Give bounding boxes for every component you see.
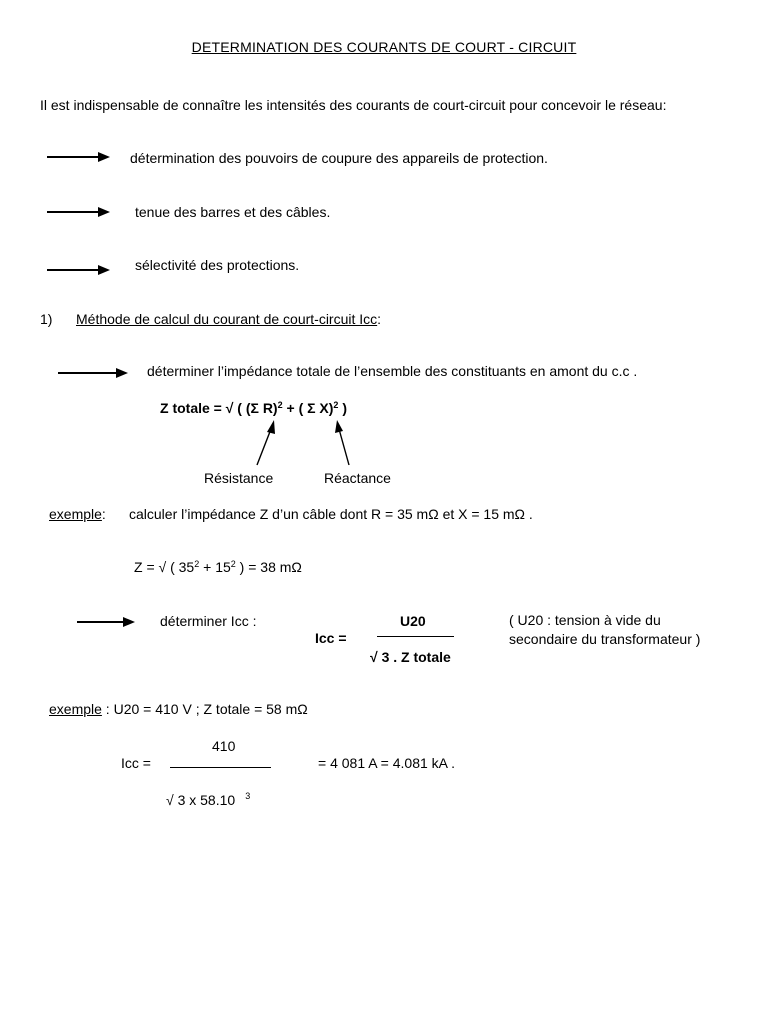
arrow-right-icon	[77, 617, 135, 627]
example-label-colon: :	[101, 506, 106, 522]
calc-lhs: Icc =	[121, 755, 151, 771]
formula-numerator: U20	[400, 613, 426, 629]
calc-part: + 15	[199, 559, 231, 575]
step-text: déterminer l’impédance totale de l’ensemble des constituants en amont du c.c .	[147, 363, 638, 379]
bullet-item: tenue des barres et des câbles.	[135, 204, 331, 220]
formula-part: Z totale = √ ( (Σ R)	[160, 400, 278, 416]
bullet-item: sélectivité des protections.	[135, 257, 300, 273]
example-line	[49, 702, 308, 716]
example-text: calculer l’impédance Z d’un câble dont R = 35 mΩ et X = 15 mΩ .	[129, 506, 533, 522]
bullet-item: détermination des pouvoirs de coupure des appareils de protection.	[130, 150, 548, 166]
formula-part: )	[338, 400, 347, 416]
pointer-arrow-resistance	[257, 420, 275, 465]
calc-superscript: 2	[230, 559, 236, 569]
impedance-calculation	[134, 560, 302, 574]
calc-exponent: 3	[245, 791, 251, 801]
pointer-arrow-reactance	[335, 420, 349, 465]
reactance-label: Réactance	[324, 470, 391, 486]
formula-superscript: 2	[277, 400, 283, 410]
example-label-text: exemple	[49, 506, 102, 522]
calc-superscript: 2	[194, 559, 200, 569]
section-heading-colon: :	[377, 311, 382, 327]
fraction-line	[377, 636, 454, 637]
section-number: 1)	[40, 311, 53, 327]
step-text: déterminer Icc :	[160, 613, 257, 629]
calc-numerator: 410	[212, 738, 236, 754]
fraction-line	[170, 767, 271, 768]
section-heading-text: Méthode de calcul du courant de court-circuit Icc	[76, 311, 378, 327]
calc-part: ) = 38 mΩ	[235, 559, 302, 575]
example-label-text: exemple	[49, 701, 102, 717]
calc-denominator-text: √ 3 x 58.10	[166, 792, 236, 808]
formula-denominator: √ 3 . Z totale	[370, 649, 451, 665]
formula-note: secondaire du transformateur )	[509, 631, 701, 647]
resistance-label: Résistance	[204, 470, 274, 486]
example-values: : U20 = 410 V ; Z totale = 58 mΩ	[101, 701, 308, 717]
calc-part: Z = √ ( 35	[134, 559, 195, 575]
calc-denominator	[166, 793, 250, 807]
icc-label: Icc =	[315, 630, 347, 646]
intro-text: Il est indispensable de connaître les intensités des courants de court-circuit pour concevoir le réseau:	[40, 97, 667, 113]
formula-part: + ( Σ X)	[282, 400, 334, 416]
formula-note: ( U20 : tension à vide du	[509, 612, 661, 628]
formula-superscript: 2	[333, 400, 339, 410]
page-title: DETERMINATION DES COURANTS DE COURT - CIRCUIT	[191, 39, 577, 55]
example-label	[49, 507, 106, 521]
calc-result: = 4 081 A = 4.081 kA .	[318, 755, 456, 771]
